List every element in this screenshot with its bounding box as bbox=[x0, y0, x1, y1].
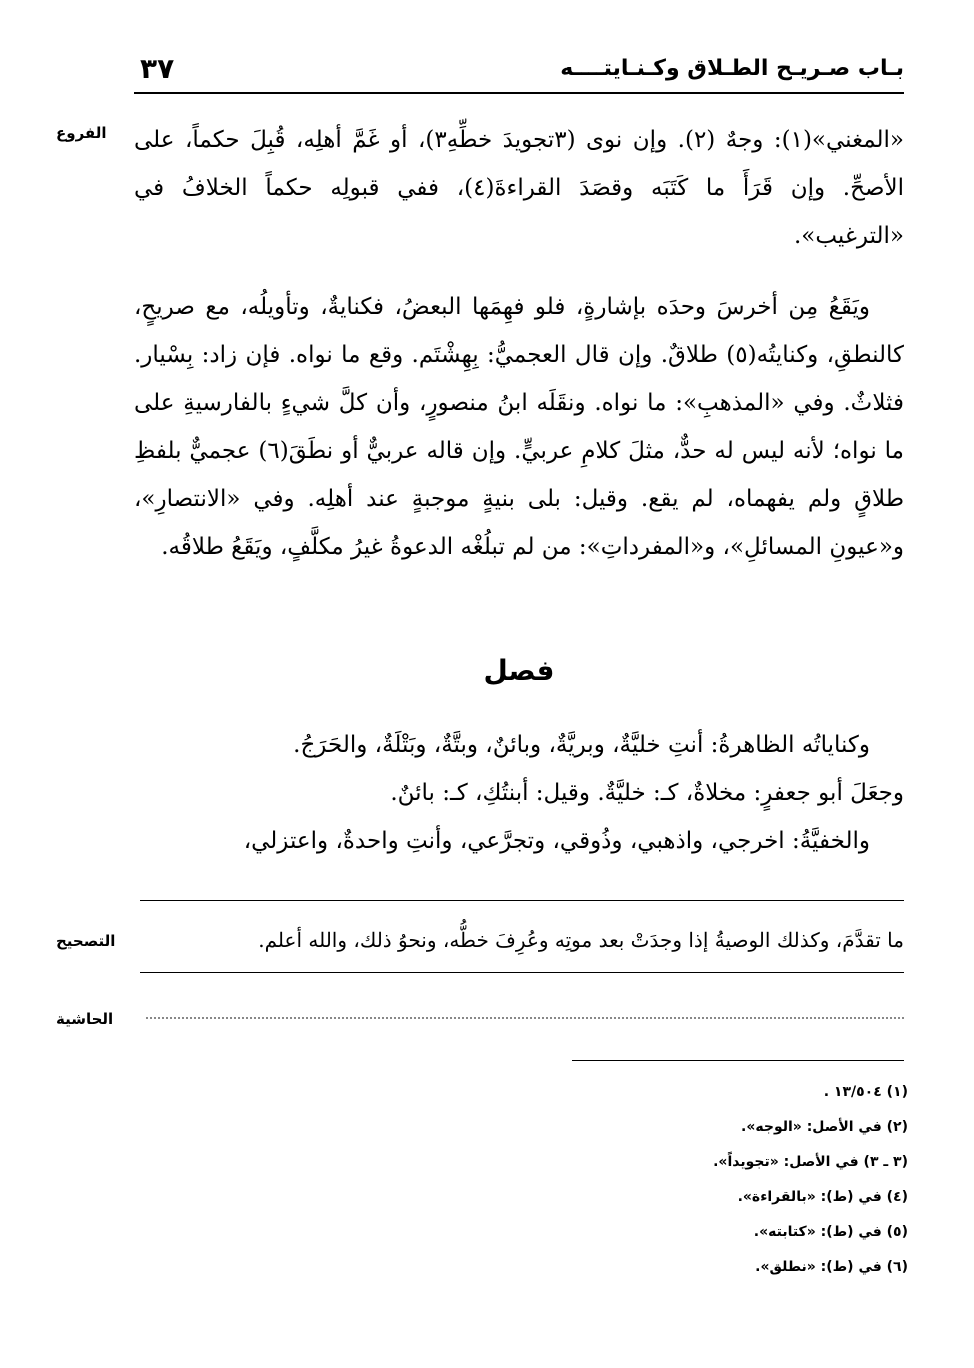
footnote-4: (٤) في (ط): «بالقراءة». bbox=[737, 1189, 908, 1205]
correction-top-rule bbox=[140, 900, 904, 901]
correction-text: ما تقدَّمَ، وكذلك الوصيةُ إذا وجدَتْ بعد موتِه وعُرِفَ خطُّه، ونحوُ ذلك، والله أعلم. bbox=[258, 928, 904, 952]
page-number: ٣٧ bbox=[140, 52, 175, 85]
side-label-hashiya: الحاشية bbox=[56, 1010, 114, 1028]
footnote-3: (٣ ـ ٣) في الأصل: «تجويداً». bbox=[713, 1154, 908, 1170]
footnote-6: (٦) في (ط): «نطلق». bbox=[755, 1259, 908, 1275]
margin-dotted-line bbox=[146, 1017, 904, 1019]
footnotes bbox=[508, 1075, 908, 1285]
side-label-furu: الفروع bbox=[56, 124, 107, 142]
section-heading: فصل bbox=[483, 654, 555, 687]
section-line-3: والخفيَّةُ: اخرجي، واذهبي، وذُوقي، وتجرَّعي، وأنتِ واحدةٌ، واعتزلي، bbox=[243, 828, 870, 854]
footnote-1: (١) ١٣/٥٠٤ . bbox=[823, 1084, 908, 1100]
correction-bottom-rule bbox=[140, 972, 904, 973]
footnote-2: (٢) في الأصل: «الوجه». bbox=[741, 1119, 908, 1135]
footnote-rule bbox=[572, 1060, 904, 1061]
paragraph-2: ويَقَعُ مِن أخرسَ وحدَه بإشارةٍ، فلو فهِمَها البعضُ، فكنايةٌ، وتأويلُه، مع صريحٍ، كالنطقِ، وكنايتُه(٥) طلاقٌ. وإن قال العجميُّ: بِهِشْتَم. وقع ما نواه. فإن زاد: بِسْيار. فثلاثٌ. وفي «المذهبِ»: ما نواه. ونقَلَه ابنُ منصورٍ، وأن كلَّ شيءٍ بالفارسيةِ على ما نواه؛ لأنه ليس له حدٌّ، مثلَ كلامِ عربيٍّ. وإن قاله عربيٌّ أو نطَقَ(٦) عجميٌّ بلفظِ طلاقٍ ولم يفهماه، لم يقع. وقيل: بلى بنيةٍ موجبةٍ عند أهلِه. وفي «الانتصارِ»، و«عيونِ المسائلِ»، و«المفرداتِ»: من لم تبلُغْه الدعوةُ غيرُ مكلَّفٍ، ويَقَعُ طلاقُه. bbox=[134, 294, 904, 560]
section-line-2: وجعَلَ أبو جعفرٍ: مخلاةٌ، كـ: خليَّةٌ. وقيل: أبنتُكِ، كـ: بائنٌ. bbox=[390, 780, 904, 806]
section-body bbox=[134, 721, 904, 865]
chapter-title: بـاب صـريـح الطـلاق وكـنـايتــــه bbox=[560, 56, 904, 81]
section-line-1: وكناياتُه الظاهرةُ: أنتِ خليَّةٌ، وبريَّةٌ، وبائنٌ، وبتَّةٌ، وبَتْلَةٌ، والحَرَجُ. bbox=[293, 732, 870, 758]
side-label-tashih: التصحيح bbox=[56, 932, 116, 950]
running-header bbox=[134, 52, 904, 94]
paragraph-1: «المغني»(١): وجهٌ (٢). وإن نوى (٣تجويدَ خطِّهِ٣)، أو غَمَّ أهلِه، قُبِلَ حكماً، على الأصحِّ. وإن قَرَأَ ما كَتَبَه وقصَدَ القراءةَ(٤)، ففي قبولِه حكماً الخلافُ في «الترغيب». bbox=[134, 127, 904, 249]
footnote-5: (٥) في (ط): «كتابته». bbox=[753, 1224, 908, 1240]
